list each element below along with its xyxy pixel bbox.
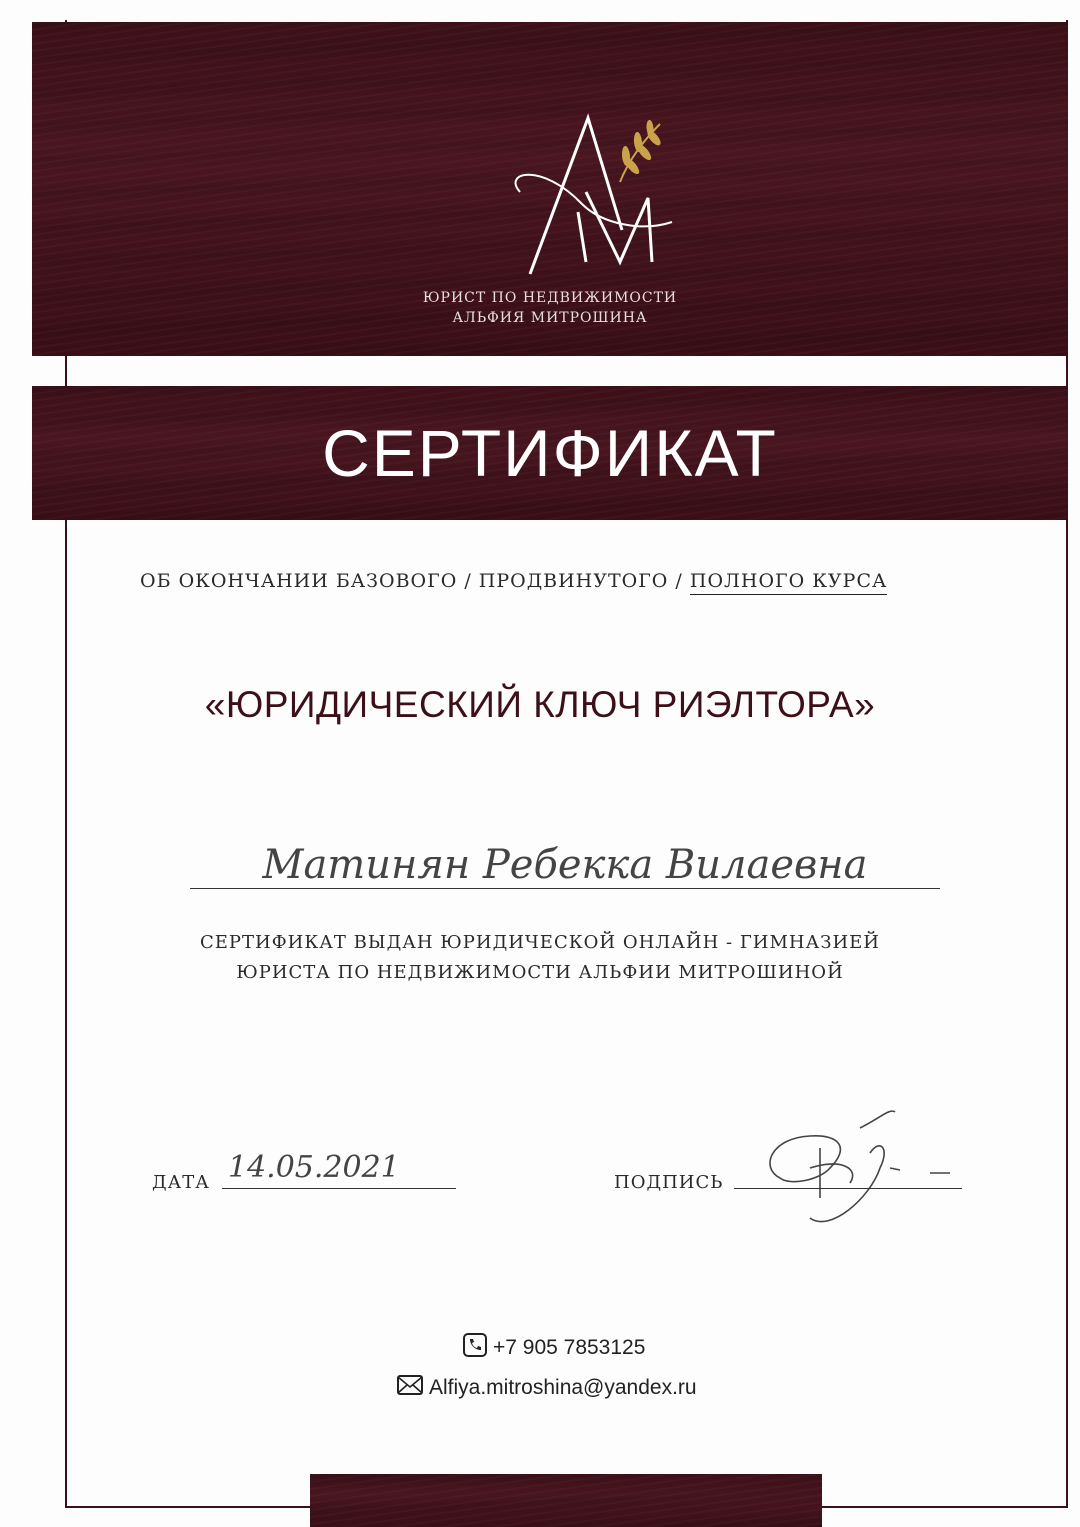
date-underline [222,1188,456,1189]
phone-icon [463,1333,487,1363]
bottom-band [310,1474,822,1527]
recipient-name: Матинян Ребекка Вилаевна [262,842,868,888]
monogram-am-wheat-logo [502,112,702,282]
course-name: «ЮРИДИЧЕСКИЙ КЛЮЧ РИЭЛТОРА» [204,684,876,725]
org-title-line-1: ЮРИСТ ПО НЕДВИЖИМОСТИ [422,290,678,306]
mail-icon [397,1375,423,1401]
issued-by-line-2: ЮРИСТА ПО НЕДВИЖИМОСТИ АЛЬФИИ МИТРОШИНОЙ [236,962,844,983]
course-type-prefix: ОБ ОКОНЧАНИИ БАЗОВОГО / ПРОДВИНУТОГО / [140,570,690,592]
course-type-selected: ПОЛНОГО КУРСА [690,570,888,595]
email-contact [397,1375,697,1401]
certificate-title: СЕРТИФИКАТ [322,416,778,490]
recipient-name-underline [190,888,940,889]
course-type-line [140,570,1020,592]
date-label: ДАТА [152,1172,210,1193]
signature-underline [734,1188,962,1189]
phone-contact [463,1333,645,1363]
phone-number: +7 905 7853125 [493,1336,646,1359]
signature-label: ПОДПИСЬ [614,1172,724,1193]
title-band [32,386,1068,520]
issued-by-line-1: СЕРТИФИКАТ ВЫДАН ЮРИДИЧЕСКОЙ ОНЛАЙН - ГИМНАЗИЕЙ [200,932,880,953]
date-value: 14.05.2021 [228,1150,400,1185]
email-address: Alfiya.mitroshina@yandex.ru [429,1376,697,1399]
header-band [32,22,1068,356]
handwritten-signature [750,1108,960,1233]
org-title-line-2: АЛЬФИЯ МИТРОШИНА [452,310,648,326]
